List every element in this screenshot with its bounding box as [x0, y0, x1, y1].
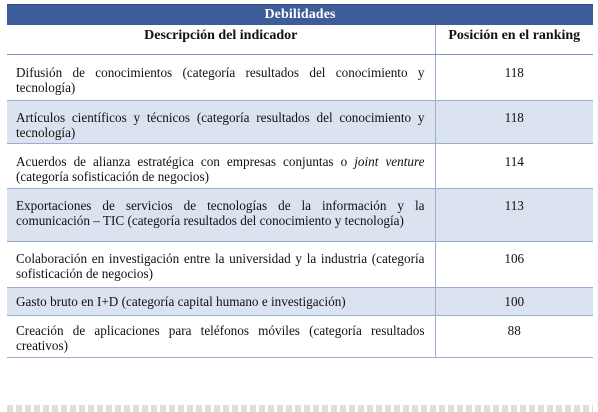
- table-row: [7, 189, 593, 242]
- table-row: [7, 144, 593, 189]
- indicator-description-cell: [7, 316, 435, 358]
- indicator-description-cell: [7, 288, 435, 316]
- table-row: [7, 316, 593, 358]
- ranking-position-cell: [435, 189, 593, 242]
- description-text: Creación de aplicaciones para teléfonos móviles (categoría resultados creativos): [16, 323, 425, 353]
- description-text: Acuerdos de alianza estratégica con empresas conjuntas o: [16, 154, 355, 169]
- indicator-description: [16, 189, 425, 228]
- indicator-description: [16, 316, 425, 353]
- column-header-description: Descripción del indicador: [7, 25, 435, 55]
- table-row: [7, 242, 593, 288]
- ranking-position-cell: [435, 101, 593, 144]
- description-text: (categoría sofisticación de negocios): [16, 169, 209, 184]
- description-text: Artículos científicos y técnicos (categoría resultados del conocimiento y tecnología): [16, 110, 425, 140]
- description-text: Gasto bruto en I+D (categoría capital humano e investigación): [16, 294, 346, 309]
- description-text: Colaboración en investigación entre la universidad y la industria (categoría sofisticación de negocios): [16, 251, 425, 281]
- ranking-position: 100: [504, 294, 525, 309]
- description-text: Difusión de conocimientos (categoría resultados del conocimiento y tecnología): [16, 65, 425, 95]
- table-body: [7, 55, 593, 358]
- table-header-row: [7, 25, 593, 55]
- cut-off-caption-line: [7, 405, 593, 412]
- description-text: Exportaciones de servicios de tecnologías de la información y la comunicación – TIC (categoría resultados del conocimiento y tecnología): [16, 198, 425, 228]
- weaknesses-table: [7, 25, 593, 358]
- indicator-description-cell: [7, 144, 435, 189]
- table-title: Debilidades: [264, 7, 336, 22]
- ranking-position: 118: [504, 65, 524, 80]
- column-header-ranking: Posición en el ranking: [435, 25, 593, 55]
- table-title-band: [7, 4, 593, 25]
- ranking-position: 113: [504, 198, 524, 213]
- indicator-description: [16, 101, 425, 140]
- indicator-description-cell: [7, 101, 435, 144]
- ranking-position-cell: [435, 55, 593, 101]
- indicator-description: [16, 288, 425, 309]
- ranking-position-cell: [435, 144, 593, 189]
- ranking-position-cell: [435, 288, 593, 316]
- ranking-position: 118: [504, 110, 524, 125]
- weaknesses-table-container: [7, 4, 593, 358]
- ranking-position: 114: [504, 154, 524, 169]
- table-row: [7, 101, 593, 144]
- ranking-position: 88: [507, 323, 521, 338]
- table-row: [7, 288, 593, 316]
- indicator-description-cell: [7, 55, 435, 101]
- italic-term: joint venture: [354, 154, 425, 169]
- indicator-description-cell: [7, 242, 435, 288]
- ranking-position-cell: [435, 242, 593, 288]
- table-row: [7, 55, 593, 101]
- indicator-description-cell: [7, 189, 435, 242]
- ranking-position-cell: [435, 316, 593, 358]
- indicator-description: [16, 55, 425, 95]
- indicator-description: [16, 242, 425, 281]
- indicator-description: [16, 144, 425, 184]
- ranking-position: 106: [504, 251, 525, 266]
